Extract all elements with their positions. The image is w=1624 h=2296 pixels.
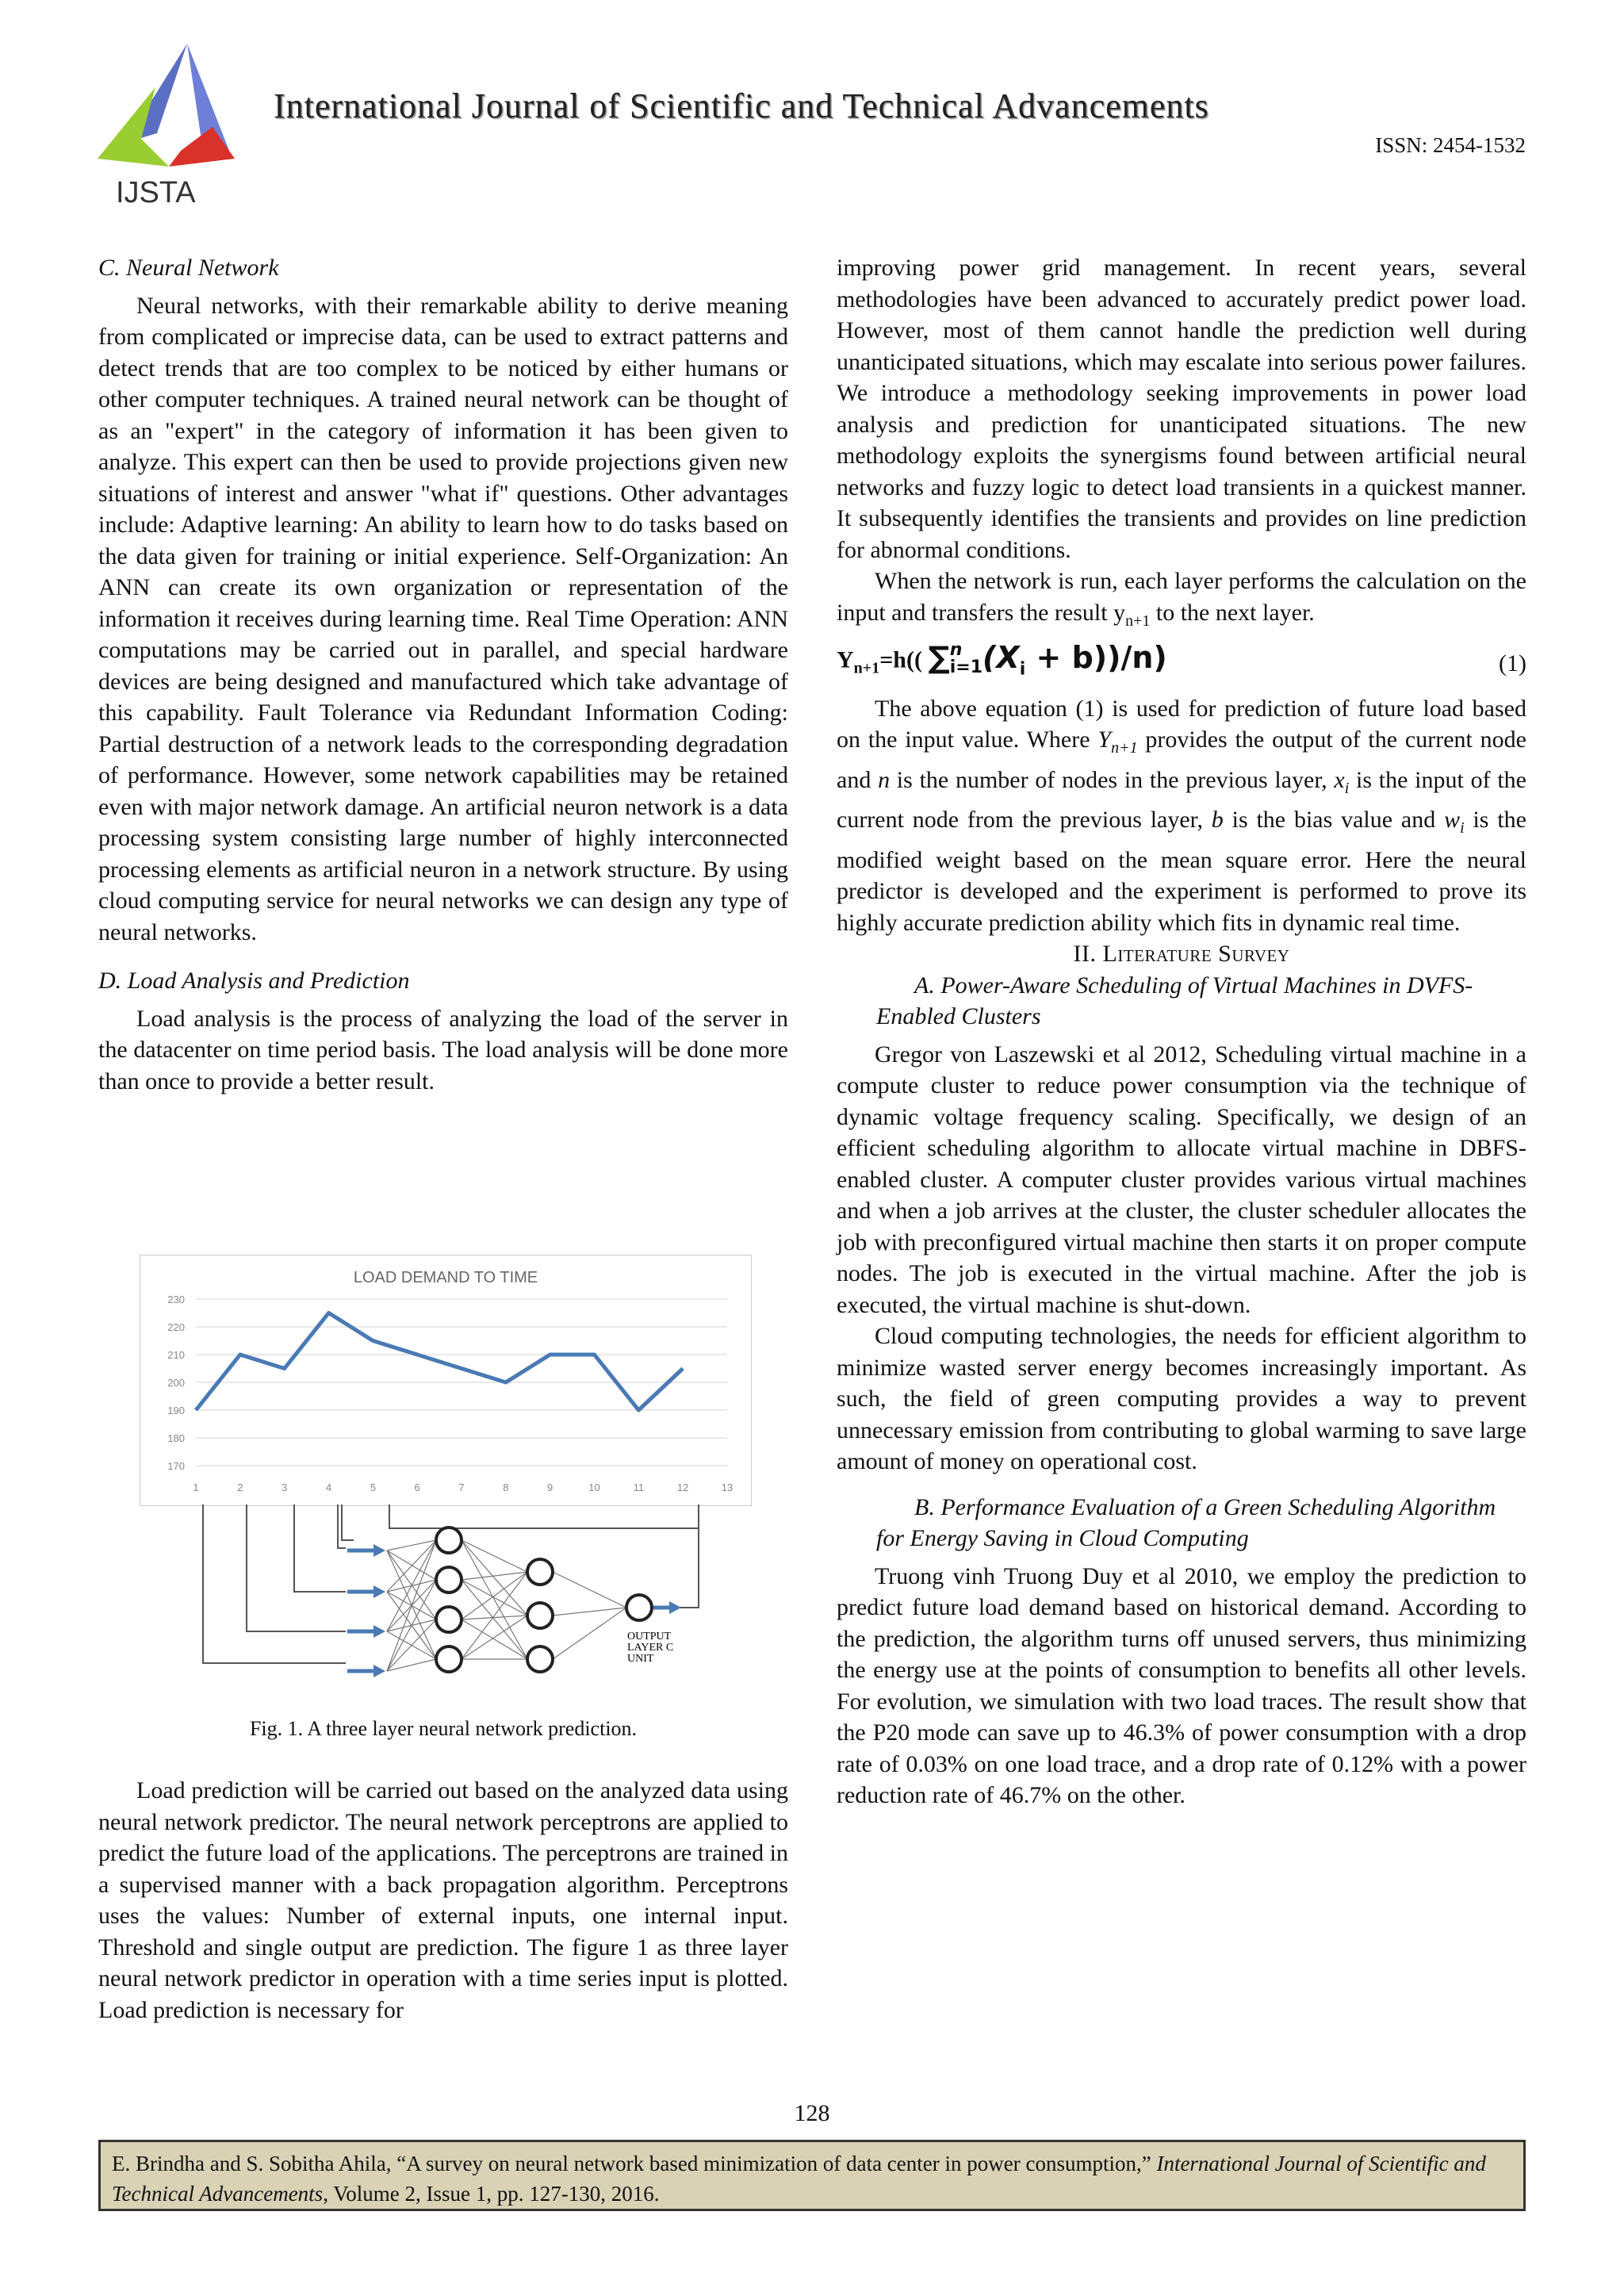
page-number: 128 bbox=[794, 2100, 830, 2126]
subsection-a-title: A. Power-Aware Scheduling of Virtual Machines in DVFS-Enabled Clusters bbox=[876, 972, 1473, 1030]
network-run-body: When the network is run, each layer performs the calculation on the input and transfers the result $y_{n+1}$ to the next layer. bbox=[837, 568, 1526, 630]
subsection-a-body-1: Gregor von Laszewski et al 2012, Scheduling virtual machine in a compute cluster to reduce power consumption via the technique of dynamic voltage frequency scaling. Specifically, we design of an efficient scheduling algorithm to allocate virtual machine in DBFS-enabled cluster. A computer cluster provides various virtual machines and when a job arrives at the cluster, the cluster scheduler allocates the job with preconfigured virtual machine then starts it on proper compute nodes. The job is executed in the virtual machine. After the job is executed, the virtual machine is shut-down. bbox=[837, 1041, 1526, 1318]
network-connection bbox=[387, 1619, 436, 1671]
y-tick-label: 210 bbox=[167, 1349, 185, 1361]
x-tick-label: 1 bbox=[193, 1481, 199, 1493]
series-line bbox=[196, 1313, 683, 1411]
after-figure-body: Load prediction will be carried out based on the analyzed data using neural network predictor. The neural network perceptrons are applied to predict the future load of the applications. The perceptrons are trained in a supervised manner with a back propagation algorithm. Perceptrons uses the values: Number of external inputs, one internal input. Threshold and single output are prediction. The figure 1 as three layer neural network predictor in operation with a time series input is plotted. Load prediction is necessary for bbox=[98, 1777, 788, 2023]
network-connection bbox=[462, 1540, 527, 1659]
figure-caption: Fig. 1. A three layer neural network prediction. bbox=[249, 1717, 638, 1740]
y-tick-label: 220 bbox=[167, 1321, 185, 1333]
left-column-top bbox=[98, 252, 788, 1097]
section-c-title: C. Neural Network bbox=[98, 255, 279, 281]
citation-footer bbox=[98, 2140, 1526, 2211]
right-column bbox=[837, 252, 1526, 1811]
logo-text: IJSTA bbox=[116, 176, 196, 206]
network-diagram bbox=[140, 1504, 774, 1695]
x-tick-label: 9 bbox=[547, 1481, 553, 1493]
x-tick-label: 4 bbox=[325, 1481, 332, 1493]
network-connection bbox=[462, 1616, 527, 1659]
x-tick-label: 12 bbox=[676, 1481, 689, 1493]
network-connection bbox=[387, 1540, 436, 1631]
y-tick-label: 190 bbox=[167, 1405, 185, 1416]
citation-journal: International Journal of Scientific and Technical Advancements bbox=[112, 2152, 1486, 2206]
citation-details: , Volume 2, Issue 1, pp. 127-130, 2016. bbox=[323, 2182, 660, 2206]
load-demand-chart bbox=[140, 1255, 751, 1505]
x-tick-label: 3 bbox=[282, 1481, 288, 1493]
network-connection bbox=[462, 1540, 527, 1572]
network-connection bbox=[462, 1580, 527, 1659]
network-connection bbox=[387, 1540, 436, 1550]
network-connection bbox=[387, 1580, 436, 1671]
journal-title: International Journal of Scientific and Technical Advancements bbox=[274, 86, 1209, 125]
journal-logo bbox=[94, 40, 244, 206]
network-connection bbox=[387, 1659, 436, 1671]
y-tick-label: 230 bbox=[167, 1294, 185, 1305]
output-label-3: UNIT bbox=[627, 1653, 654, 1665]
subsection-b-title: B. Performance Evaluation of a Green Scheduling Algorithm for Energy Saving in Cloud Computing bbox=[876, 1493, 1496, 1552]
x-tick-label: 11 bbox=[633, 1481, 645, 1493]
load-chart-box bbox=[140, 1255, 752, 1506]
subsection-a-body-2: Cloud computing technologies, the needs for efficient algorithm to minimize wasted server energy becomes increasingly important. As such, the field of green computing provides a way to prevent unnecessary emission from contributing to global warming to save large amount of money on operational cost. bbox=[837, 1323, 1526, 1475]
left-column-bottom bbox=[98, 1775, 788, 2026]
section-ii-title: II. Literature Survey bbox=[1073, 941, 1290, 968]
citation-authors-title: E. Brindha and S. Sobitha Ahila, “A survey on neural network based minimization of data center in power consumption,” bbox=[112, 2152, 1157, 2175]
equation-explanation: The above equation (1) is used for prediction of future load based on the input value. Where $Y_{n+1}$ provides the output of the current node and n is the number of nodes in the previous layer, $x_i$ is the input of the current node from the previous layer, b is the bias value and $w_i$ is the modified weight based on the mean square error. Here the neural predictor is developed and the experiment is performed to prove its highly accurate prediction ability which fits in dynamic real time. bbox=[837, 695, 1526, 936]
x-tick-label: 8 bbox=[503, 1481, 509, 1493]
continued-body: improving power grid management. In recent years, several methodologies have been advanced to accurately predict power load. However, most of them cannot handle the prediction well during unanticipated situations, which may escalate into serious power failures. We introduce a methodology seeking improvements in power load analysis and prediction for unanticipated situations. The new methodology exploits the synergisms found between artificial neural networks and fuzzy logic to detect load transients in a quickest manner. It subsequently identifies the transients and provides on line prediction for abnormal conditions. bbox=[837, 255, 1526, 563]
x-tick-label: 13 bbox=[721, 1481, 733, 1493]
network-connection bbox=[553, 1572, 626, 1608]
output-label-1: OUTPUT bbox=[627, 1631, 672, 1642]
section-c-body: Neural networks, with their remarkable ability to derive meaning from complicated or imprecise data, can be used to extract patterns and detect trends that are too complex to be noticed by either humans or other computer techniques. A trained neural network can be thought of as an "expert" in the category of information it has been given to analyze. This expert can then be used to provide projections given new situations of interest and answer "what if" questions. Other advantages include: Adaptive learning: An ability to learn how to do tasks based on the data given for training or initial experience. Self-Organization: An ANN can create its own organization or representation of the information it receives during learning time. Real Time Operation: ANN computations may be carried out in parallel, and special hardware devices are being designed and manufactured which take advantage of this capability. Fault Tolerance via Redundant Information Coding: Partial destruction of a network leads to the corresponding degradation of performance. However, some network capabilities may be retained even with major network damage. An artificial neuron network is a data processing system consisting large number of highly interconnected processing elements as artificial neuron in a network structure. By using cloud computing service for neural networks we can design any type of neural networks. bbox=[98, 292, 788, 945]
network-connection bbox=[462, 1540, 527, 1616]
chart-title: LOAD DEMAND TO TIME bbox=[353, 1269, 538, 1286]
output-label-2: LAYER C bbox=[627, 1642, 674, 1654]
x-tick-label: 7 bbox=[458, 1481, 465, 1493]
x-tick-label: 5 bbox=[370, 1481, 376, 1493]
x-tick-label: 10 bbox=[588, 1481, 600, 1493]
section-d-body: Load analysis is the process of analyzing the load of the server in the datacenter on time period basis. The load analysis will be done more than once to provide a better result. bbox=[98, 1005, 788, 1094]
y-tick-label: 200 bbox=[167, 1377, 185, 1389]
equation-1: $Y_{n+1}=h$(( ∑ n i=1 $(X_i + b))/n$) (1) bbox=[837, 639, 1526, 680]
x-tick-label: 2 bbox=[237, 1481, 243, 1493]
network-connection bbox=[387, 1550, 436, 1580]
network-connection bbox=[387, 1540, 436, 1671]
network-connection bbox=[553, 1608, 626, 1616]
x-tick-label: 6 bbox=[414, 1481, 420, 1493]
issn: ISSN: 2454-1532 bbox=[1375, 133, 1526, 157]
network-connection bbox=[553, 1608, 626, 1659]
y-tick-label: 170 bbox=[167, 1460, 185, 1472]
section-d-title: D. Load Analysis and Prediction bbox=[98, 968, 410, 994]
network-connection bbox=[462, 1619, 527, 1659]
subsection-b-body: Truong vinh Truong Duy et al 2010, we employ the prediction to predict future load demand based on historical demand. According to the prediction, the algorithm turns off unused servers, thus minimizing the energy use at the points of consumption to benefits all other levels. For evolution, we simulation with two load traces. The result show that the P20 mode can save up to 46.3% of power consumption with a drop rate of 0.03% on one load trace, and a drop rate of 0.12% with a power reduction rate of 46.7% on the other. bbox=[837, 1562, 1526, 1809]
y-tick-label: 180 bbox=[167, 1432, 185, 1444]
equation-number: (1) bbox=[1499, 650, 1526, 677]
